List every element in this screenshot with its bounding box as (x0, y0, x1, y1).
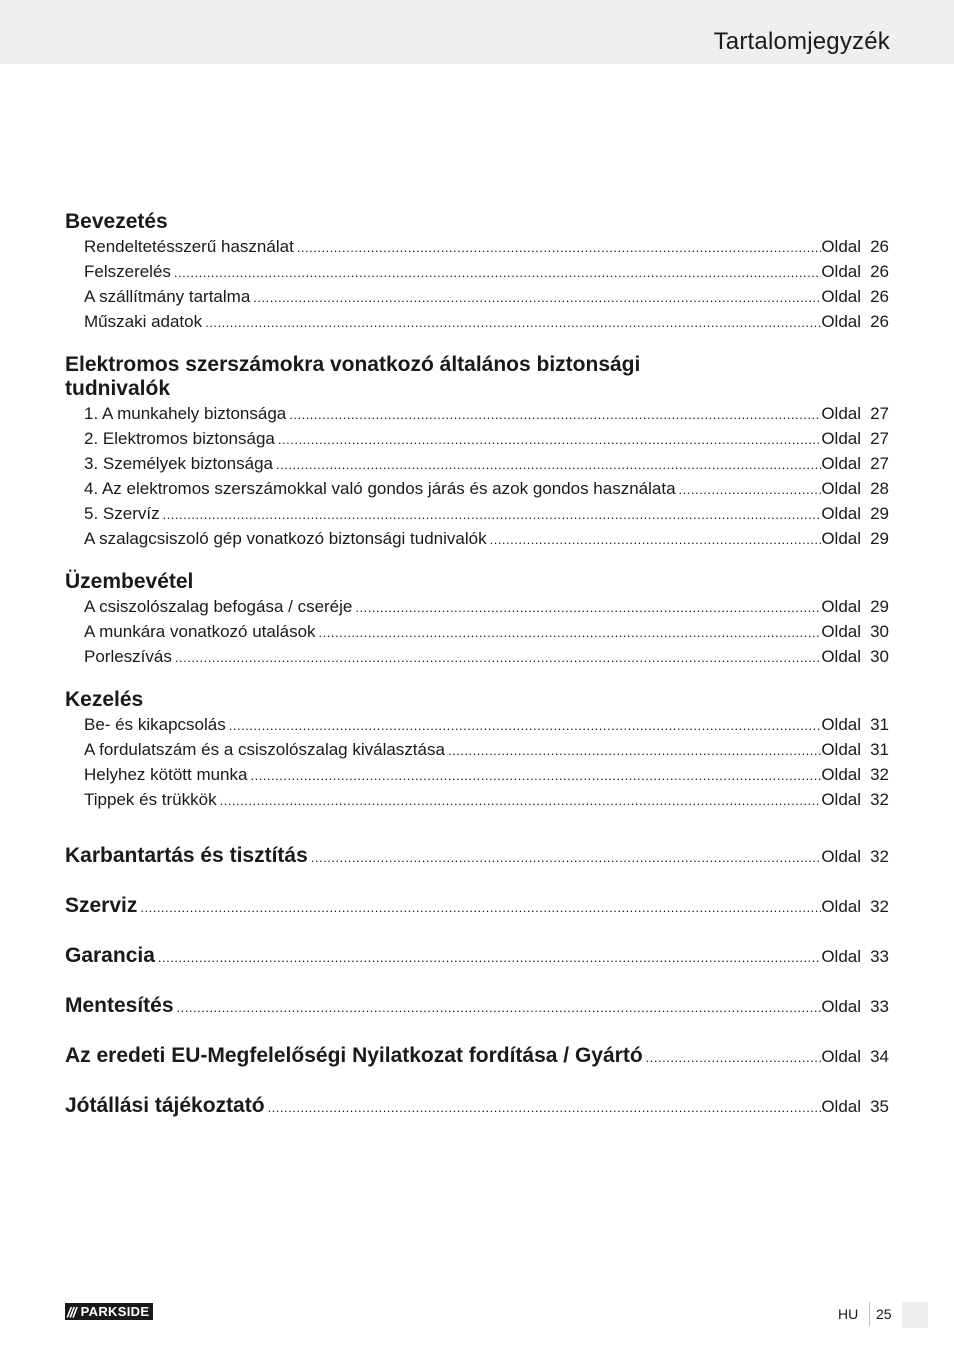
toc-entry-label: A szalagcsiszoló gép vonatkozó biztonsági tudnivalók (84, 529, 487, 548)
toc-entry-page: Oldal 27 (821, 429, 889, 448)
toc-entry[interactable] (65, 526, 889, 551)
toc-entry[interactable] (65, 476, 889, 501)
toc-entry-label: A munkára vonatkozó utalások (84, 622, 316, 641)
dot-leader (220, 788, 822, 813)
table-of-contents (65, 210, 889, 1131)
toc-entry-label: Műszaki adatok (84, 312, 203, 331)
dot-leader (158, 933, 821, 983)
dot-leader (229, 713, 822, 738)
toc-entry-label: Porleszívás (84, 647, 172, 666)
toc-entry-page: Oldal 26 (821, 262, 889, 281)
dot-leader (355, 595, 821, 620)
toc-main-entry-szerviz[interactable] (65, 881, 889, 931)
dot-leader (278, 427, 821, 452)
toc-main-entry-eu-nyilatkozat[interactable] (65, 1031, 889, 1081)
toc-entry-page: Oldal 29 (821, 504, 889, 523)
toc-entry-page: Oldal 26 (821, 312, 889, 331)
dot-leader (679, 477, 822, 502)
toc-entry-page: Oldal 35 (821, 1097, 889, 1116)
toc-main-entry-garancia[interactable] (65, 931, 889, 981)
toc-entry-page: Oldal 29 (821, 597, 889, 616)
toc-entry-page: Oldal 31 (821, 740, 889, 759)
toc-entry-page: Oldal 29 (821, 529, 889, 548)
toc-entry-page: Oldal 33 (821, 997, 889, 1016)
toc-entry[interactable] (65, 451, 889, 476)
toc-entry[interactable] (65, 259, 889, 284)
toc-entry-page: Oldal 33 (821, 947, 889, 966)
toc-section-kezeles (65, 688, 889, 812)
toc-entry-label: Helyhez kötött munka (84, 765, 248, 784)
toc-entry[interactable] (65, 501, 889, 526)
toc-entry-page: Oldal 30 (821, 622, 889, 641)
language-code: HU (838, 1306, 859, 1322)
dot-leader (268, 1083, 822, 1133)
toc-entry[interactable] (65, 762, 889, 787)
toc-entry[interactable] (65, 619, 889, 644)
toc-entry-label: 2. Elektromos biztonsága (84, 429, 275, 448)
section-heading: Üzembevétel (65, 570, 194, 593)
dot-leader (163, 502, 822, 527)
toc-main-entry-mentesites[interactable] (65, 981, 889, 1031)
toc-entry-label: A szállítmány tartalma (84, 287, 251, 306)
toc-main-entry-label: Jótállási tájékoztató (65, 1094, 265, 1117)
toc-entry[interactable] (65, 594, 889, 619)
toc-entry[interactable] (65, 712, 889, 737)
dot-leader (319, 620, 822, 645)
toc-entry-page: Oldal 27 (821, 404, 889, 423)
dot-leader (297, 235, 822, 260)
dot-leader (253, 285, 821, 310)
toc-entry-label: Rendeltetésszerű használat (84, 237, 294, 256)
footer-divider (869, 1302, 870, 1326)
toc-entry[interactable] (65, 787, 889, 812)
toc-main-entry-label: Szerviz (65, 894, 138, 917)
toc-entry[interactable] (65, 426, 889, 451)
section-heading: Bevezetés (65, 210, 168, 233)
dot-leader (276, 452, 821, 477)
dot-leader (177, 983, 822, 1033)
toc-main-entry-label: Garancia (65, 944, 155, 967)
parkside-logo (65, 1303, 153, 1320)
dot-leader (205, 310, 821, 335)
toc-section-bevezetes (65, 210, 889, 334)
toc-entry-label: 4. Az elektromos szerszámokkal való gondos járás és azok gondos használata (84, 479, 676, 498)
footer-tab-marker (902, 1302, 928, 1328)
toc-section-uzembevetel (65, 570, 889, 669)
toc-main-entry-jotallasi[interactable] (65, 1081, 889, 1131)
dot-leader (448, 738, 821, 763)
toc-entry[interactable] (65, 737, 889, 762)
toc-entry-page: Oldal 26 (821, 287, 889, 306)
toc-entry-page: Oldal 32 (821, 790, 889, 809)
toc-entry[interactable] (65, 284, 889, 309)
logo-slashes: /// (67, 1303, 76, 1320)
section-heading: Kezelés (65, 688, 144, 711)
page-title: Tartalomjegyzék (713, 28, 890, 55)
toc-main-entry-karbantartas[interactable] (65, 831, 889, 881)
section-heading: Elektromos szerszámokra vonatkozó általános biztonsági tudnivalók (65, 353, 641, 400)
toc-entry-page: Oldal 32 (821, 765, 889, 784)
toc-main-entry-label: Karbantartás és tisztítás (65, 844, 308, 867)
toc-entry[interactable] (65, 234, 889, 259)
toc-entry-label: 5. Szervíz (84, 504, 160, 523)
toc-entry-label: 3. Személyek biztonsága (84, 454, 273, 473)
dot-leader (175, 645, 821, 670)
dot-leader (140, 883, 821, 933)
toc-entry-label: 1. A munkahely biztonsága (84, 404, 287, 423)
dot-leader (250, 763, 821, 788)
toc-entry-label: Tippek és trükkök (84, 790, 217, 809)
toc-entry[interactable] (65, 401, 889, 426)
toc-main-entry-label: Az eredeti EU-Megfelelőségi Nyilatkozat fordítása / Gyártó (65, 1044, 643, 1067)
toc-section-biztonsagi-tudnivalok (65, 353, 889, 551)
toc-entry-page: Oldal 32 (821, 897, 889, 916)
toc-entry-page: Oldal 32 (821, 847, 889, 866)
dot-leader (490, 527, 822, 552)
dot-leader (646, 1033, 822, 1083)
toc-entry-label: A csiszolószalag befogása / cseréje (84, 597, 353, 616)
toc-entry-page: Oldal 26 (821, 237, 889, 256)
toc-entry-page: Oldal 28 (821, 479, 889, 498)
dot-leader (311, 833, 822, 883)
page-number: 25 (876, 1306, 892, 1322)
toc-entry-label: A fordulatszám és a csiszolószalag kiválasztása (84, 740, 445, 759)
toc-entry-page: Oldal 34 (821, 1047, 889, 1066)
toc-entry[interactable] (65, 644, 889, 669)
toc-main-entry-label: Mentesítés (65, 994, 174, 1017)
toc-entry-page: Oldal 31 (821, 715, 889, 734)
dot-leader (174, 260, 821, 285)
logo-text: PARKSIDE (80, 1304, 150, 1319)
dot-leader (289, 402, 821, 427)
toc-entry[interactable] (65, 309, 889, 334)
toc-entry-page: Oldal 30 (821, 647, 889, 666)
toc-entry-label: Felszerelés (84, 262, 171, 281)
toc-entry-label: Be- és kikapcsolás (84, 715, 226, 734)
toc-entry-page: Oldal 27 (821, 454, 889, 473)
